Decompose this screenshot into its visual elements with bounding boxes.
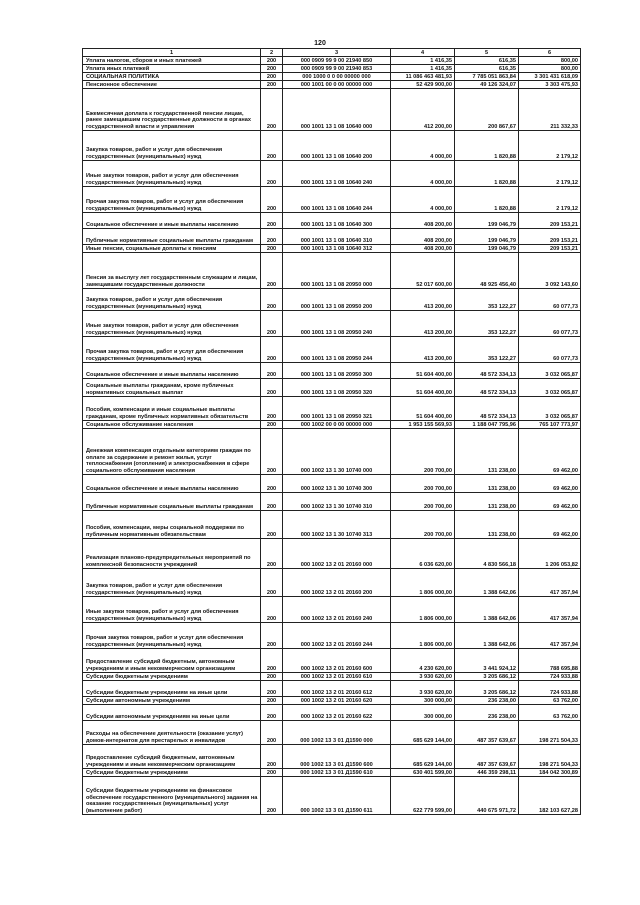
row-executed-amount: 48 572 334,13 (455, 379, 519, 397)
row-executed-amount: 1 820,88 (455, 187, 519, 213)
table-row (83, 745, 581, 769)
header-cell-1: 1 (83, 49, 261, 57)
page-number: 120 (314, 40, 326, 47)
row-name: Пенсионное обеспечение (83, 81, 261, 89)
row-department-code: 200 (261, 777, 283, 815)
row-approved-amount: 630 401 599,00 (391, 769, 455, 777)
table-row (83, 397, 581, 421)
row-remaining-amount: 765 107 773,97 (519, 421, 581, 429)
row-executed-amount: 236 238,00 (455, 705, 519, 721)
row-classification-code: 000 1002 13 2 01 20160 600 (283, 649, 391, 673)
row-remaining-amount: 2 179,12 (519, 187, 581, 213)
row-executed-amount: 1 188 047 795,96 (455, 421, 519, 429)
row-remaining-amount: 184 042 300,89 (519, 769, 581, 777)
row-department-code: 200 (261, 187, 283, 213)
row-department-code: 200 (261, 475, 283, 493)
row-approved-amount: 4 000,00 (391, 161, 455, 187)
row-remaining-amount: 3 032 065,87 (519, 379, 581, 397)
table-row (83, 213, 581, 229)
table-row (83, 597, 581, 623)
row-classification-code: 000 1002 00 0 00 00000 000 (283, 421, 391, 429)
row-executed-amount: 200 867,67 (455, 89, 519, 131)
row-classification-code: 000 1002 13 3 01 Д1590 000 (283, 721, 391, 745)
budget-sheet (82, 48, 580, 815)
row-department-code: 200 (261, 623, 283, 649)
table-row (83, 421, 581, 429)
row-approved-amount: 1 806 000,00 (391, 623, 455, 649)
row-classification-code: 000 0909 99 9 00 21940 850 (283, 57, 391, 65)
row-department-code: 200 (261, 681, 283, 697)
row-classification-code: 000 1001 13 1 08 10640 310 (283, 229, 391, 245)
row-classification-code: 000 1001 13 1 08 20950 321 (283, 397, 391, 421)
row-approved-amount: 4 000,00 (391, 187, 455, 213)
row-classification-code: 000 1000 0 0 00 00000 000 (283, 73, 391, 81)
header-row (83, 49, 581, 57)
row-executed-amount: 487 357 639,67 (455, 745, 519, 769)
row-approved-amount: 1 416,35 (391, 57, 455, 65)
table-row (83, 289, 581, 311)
row-department-code: 200 (261, 511, 283, 539)
row-department-code: 200 (261, 539, 283, 569)
row-name: Субсидии бюджетным учреждениям (83, 769, 261, 777)
row-approved-amount: 622 779 599,00 (391, 777, 455, 815)
table-row (83, 65, 581, 73)
row-name: Иные пенсии, социальные доплаты к пенсиям (83, 245, 261, 253)
row-name: Уплата иных платежей (83, 65, 261, 73)
row-remaining-amount: 63 762,00 (519, 705, 581, 721)
row-executed-amount: 131 238,00 (455, 429, 519, 475)
row-name: Ежемесячная доплата к государственной пенсии лицам, ранее замещавшим государственные должности в органах государственной власти и управления (83, 89, 261, 131)
row-classification-code: 000 1002 13 3 01 Д1590 600 (283, 745, 391, 769)
row-remaining-amount: 69 462,00 (519, 511, 581, 539)
row-department-code: 200 (261, 421, 283, 429)
row-executed-amount: 616,35 (455, 57, 519, 65)
row-remaining-amount: 198 271 504,33 (519, 721, 581, 745)
row-name: Прочая закупка товаров, работ и услуг для обеспечения государственных (муниципальных) нужд (83, 187, 261, 213)
row-classification-code: 000 1002 13 1 30 10740 000 (283, 429, 391, 475)
row-executed-amount: 48 925 456,40 (455, 253, 519, 289)
row-approved-amount: 51 604 400,00 (391, 379, 455, 397)
row-classification-code: 000 1001 13 1 08 20950 244 (283, 337, 391, 363)
row-name: Субсидии бюджетным учреждениям на финансовое обеспечение государственного (муниципального) задания на оказание государственных (муниципальных) услуг (выполнение работ) (83, 777, 261, 815)
row-department-code: 200 (261, 363, 283, 379)
row-name: Закупка товаров, работ и услуг для обеспечения государственных (муниципальных) нужд (83, 569, 261, 597)
row-approved-amount: 685 629 144,00 (391, 745, 455, 769)
row-classification-code: 000 1001 13 1 08 20950 240 (283, 311, 391, 337)
row-classification-code: 000 1002 13 2 01 20160 610 (283, 673, 391, 681)
row-name: Расходы на обеспечение деятельности (оказание услуг) домов-интернатов для престарелых и инвалидов (83, 721, 261, 745)
row-remaining-amount: 788 695,88 (519, 649, 581, 673)
row-department-code: 200 (261, 73, 283, 81)
row-approved-amount: 412 200,00 (391, 89, 455, 131)
row-executed-amount: 199 046,79 (455, 245, 519, 253)
row-approved-amount: 11 086 463 481,93 (391, 73, 455, 81)
row-classification-code: 000 1001 13 1 08 20950 200 (283, 289, 391, 311)
row-department-code: 200 (261, 229, 283, 245)
row-executed-amount: 7 785 051 863,84 (455, 73, 519, 81)
row-name: Пособия, компенсации, меры социальной поддержки по публичным нормативным обязательствам (83, 511, 261, 539)
row-classification-code: 000 1001 13 1 08 10640 000 (283, 89, 391, 131)
row-name: Субсидии бюджетным учреждениям (83, 673, 261, 681)
row-remaining-amount: 3 032 065,87 (519, 363, 581, 379)
row-approved-amount: 4 230 620,00 (391, 649, 455, 673)
row-approved-amount: 3 930 620,00 (391, 681, 455, 697)
row-executed-amount: 446 359 298,11 (455, 769, 519, 777)
row-classification-code: 000 1001 13 1 08 20950 300 (283, 363, 391, 379)
table-row (83, 57, 581, 65)
row-department-code: 200 (261, 311, 283, 337)
table-row (83, 475, 581, 493)
row-name: Денежная компенсация отдельным категориям граждан по оплате за содержание и ремонт жилья, услуг теплоснабжения (отопления) и электроснабжения в сфере социального обслуживания населения (83, 429, 261, 475)
table-row (83, 245, 581, 253)
table-row (83, 649, 581, 673)
table-row (83, 777, 581, 815)
row-department-code: 200 (261, 213, 283, 229)
row-remaining-amount: 60 077,73 (519, 289, 581, 311)
table-row (83, 511, 581, 539)
table-row (83, 429, 581, 475)
row-executed-amount: 353 122,27 (455, 337, 519, 363)
row-executed-amount: 440 675 971,72 (455, 777, 519, 815)
table-row (83, 673, 581, 681)
row-classification-code: 000 1002 13 2 01 20160 620 (283, 697, 391, 705)
table-row (83, 721, 581, 745)
header-cell-4: 4 (391, 49, 455, 57)
budget-table (82, 48, 581, 815)
table-row (83, 363, 581, 379)
row-executed-amount: 353 122,27 (455, 289, 519, 311)
row-executed-amount: 131 238,00 (455, 475, 519, 493)
row-name: Иные закупки товаров, работ и услуг для обеспечения государственных (муниципальных) нужд (83, 161, 261, 187)
row-executed-amount: 1 388 642,06 (455, 569, 519, 597)
row-department-code: 200 (261, 161, 283, 187)
row-remaining-amount: 3 301 431 618,09 (519, 73, 581, 81)
row-name: Прочая закупка товаров, работ и услуг для обеспечения государственных (муниципальных) нужд (83, 623, 261, 649)
row-approved-amount: 51 604 400,00 (391, 397, 455, 421)
row-remaining-amount: 800,00 (519, 65, 581, 73)
table-row (83, 131, 581, 161)
row-remaining-amount: 69 462,00 (519, 493, 581, 511)
row-name: Уплата налогов, сборов и иных платежей (83, 57, 261, 65)
table-row (83, 81, 581, 89)
row-executed-amount: 4 830 566,18 (455, 539, 519, 569)
row-approved-amount: 51 604 400,00 (391, 363, 455, 379)
row-remaining-amount: 417 357,94 (519, 569, 581, 597)
table-row (83, 379, 581, 397)
row-name: Пособия, компенсации и иные социальные выплаты гражданам, кроме публичных нормативных обязательств (83, 397, 261, 421)
row-executed-amount: 3 441 924,12 (455, 649, 519, 673)
row-name: Социальное обеспечение и иные выплаты населению (83, 213, 261, 229)
row-remaining-amount: 417 357,94 (519, 623, 581, 649)
row-approved-amount: 52 017 600,00 (391, 253, 455, 289)
row-name: Закупка товаров, работ и услуг для обеспечения государственных (муниципальных) нужд (83, 131, 261, 161)
row-classification-code: 000 1002 13 2 01 20160 244 (283, 623, 391, 649)
row-classification-code: 000 1001 13 1 08 20950 320 (283, 379, 391, 397)
table-body (83, 57, 581, 815)
row-approved-amount: 1 806 000,00 (391, 569, 455, 597)
row-department-code: 200 (261, 493, 283, 511)
row-approved-amount: 408 200,00 (391, 213, 455, 229)
row-executed-amount: 199 046,79 (455, 213, 519, 229)
row-department-code: 200 (261, 721, 283, 745)
row-name: Закупка товаров, работ и услуг для обеспечения государственных (муниципальных) нужд (83, 289, 261, 311)
row-approved-amount: 6 036 620,00 (391, 539, 455, 569)
row-executed-amount: 1 820,88 (455, 131, 519, 161)
table-row (83, 539, 581, 569)
row-executed-amount: 616,35 (455, 65, 519, 73)
table-row (83, 623, 581, 649)
row-remaining-amount: 3 032 065,87 (519, 397, 581, 421)
row-classification-code: 000 1002 13 2 01 20160 200 (283, 569, 391, 597)
table-row (83, 337, 581, 363)
row-department-code: 200 (261, 379, 283, 397)
row-name: Пенсия за выслугу лет государственным служащим и лицам, замещавшим государственные должности (83, 253, 261, 289)
row-executed-amount: 49 126 324,07 (455, 81, 519, 89)
header-cell-5: 5 (455, 49, 519, 57)
row-name: Публичные нормативные социальные выплаты гражданам (83, 493, 261, 511)
row-department-code: 200 (261, 745, 283, 769)
row-approved-amount: 200 700,00 (391, 475, 455, 493)
row-approved-amount: 685 629 144,00 (391, 721, 455, 745)
row-executed-amount: 236 238,00 (455, 697, 519, 705)
row-remaining-amount: 800,00 (519, 57, 581, 65)
row-name: Субсидии автономным учреждениям (83, 697, 261, 705)
row-remaining-amount: 182 103 627,28 (519, 777, 581, 815)
row-remaining-amount: 2 179,12 (519, 131, 581, 161)
row-executed-amount: 1 388 642,06 (455, 623, 519, 649)
row-classification-code: 000 1002 13 1 30 10740 310 (283, 493, 391, 511)
row-department-code: 200 (261, 289, 283, 311)
row-remaining-amount: 69 462,00 (519, 429, 581, 475)
header-cell-6: 6 (519, 49, 581, 57)
row-executed-amount: 131 238,00 (455, 493, 519, 511)
table-row (83, 73, 581, 81)
row-remaining-amount: 3 303 475,93 (519, 81, 581, 89)
row-department-code: 200 (261, 673, 283, 681)
row-approved-amount: 408 200,00 (391, 245, 455, 253)
row-department-code: 200 (261, 131, 283, 161)
row-department-code: 200 (261, 245, 283, 253)
row-department-code: 200 (261, 429, 283, 475)
row-approved-amount: 3 930 620,00 (391, 673, 455, 681)
row-department-code: 200 (261, 769, 283, 777)
row-classification-code: 000 1001 13 1 08 20950 000 (283, 253, 391, 289)
row-executed-amount: 353 122,27 (455, 311, 519, 337)
row-classification-code: 000 0909 99 9 00 21940 853 (283, 65, 391, 73)
row-executed-amount: 1 388 642,06 (455, 597, 519, 623)
row-remaining-amount: 63 762,00 (519, 697, 581, 705)
row-remaining-amount: 60 077,73 (519, 337, 581, 363)
row-department-code: 200 (261, 65, 283, 73)
row-department-code: 200 (261, 89, 283, 131)
table-row (83, 697, 581, 705)
header-cell-3: 3 (283, 49, 391, 57)
row-remaining-amount: 417 357,94 (519, 597, 581, 623)
row-name: Субсидии бюджетным учреждениям на иные цели (83, 681, 261, 697)
table-row (83, 311, 581, 337)
row-name: Социальное обеспечение и иные выплаты населению (83, 363, 261, 379)
row-remaining-amount: 209 153,21 (519, 245, 581, 253)
row-classification-code: 000 1001 13 1 08 10640 300 (283, 213, 391, 229)
table-row (83, 161, 581, 187)
row-classification-code: 000 1001 13 1 08 10640 312 (283, 245, 391, 253)
row-name: Иные закупки товаров, работ и услуг для обеспечения государственных (муниципальных) нужд (83, 597, 261, 623)
row-department-code: 200 (261, 569, 283, 597)
row-name: Публичные нормативные социальные выплаты гражданам (83, 229, 261, 245)
row-approved-amount: 52 429 900,00 (391, 81, 455, 89)
row-name: СОЦИАЛЬНАЯ ПОЛИТИКА (83, 73, 261, 81)
table-row (83, 229, 581, 245)
row-executed-amount: 3 205 686,12 (455, 681, 519, 697)
row-executed-amount: 3 205 686,12 (455, 673, 519, 681)
row-remaining-amount: 60 077,73 (519, 311, 581, 337)
row-approved-amount: 300 000,00 (391, 697, 455, 705)
row-name: Социальное обслуживание населения (83, 421, 261, 429)
table-row (83, 493, 581, 511)
row-approved-amount: 200 700,00 (391, 493, 455, 511)
row-approved-amount: 200 700,00 (391, 429, 455, 475)
row-executed-amount: 199 046,79 (455, 229, 519, 245)
row-name: Социальные выплаты гражданам, кроме публичных нормативных социальных выплат (83, 379, 261, 397)
row-executed-amount: 1 820,88 (455, 161, 519, 187)
row-remaining-amount: 2 179,12 (519, 161, 581, 187)
row-department-code: 200 (261, 649, 283, 673)
row-approved-amount: 1 806 000,00 (391, 597, 455, 623)
row-approved-amount: 413 200,00 (391, 337, 455, 363)
table-row (83, 253, 581, 289)
row-approved-amount: 4 000,00 (391, 131, 455, 161)
row-classification-code: 000 1002 13 2 01 20160 612 (283, 681, 391, 697)
row-classification-code: 000 1002 13 3 01 Д1590 611 (283, 777, 391, 815)
row-name: Предоставление субсидий бюджетным, автономным учреждениям и иным некоммерческим организациям (83, 649, 261, 673)
row-classification-code: 000 1001 13 1 08 10640 244 (283, 187, 391, 213)
row-remaining-amount: 209 153,21 (519, 213, 581, 229)
row-name: Субсидии автономным учреждениям на иные цели (83, 705, 261, 721)
row-approved-amount: 300 000,00 (391, 705, 455, 721)
row-name: Прочая закупка товаров, работ и услуг для обеспечения государственных (муниципальных) нужд (83, 337, 261, 363)
row-remaining-amount: 198 271 504,33 (519, 745, 581, 769)
row-name: Предоставление субсидий бюджетным, автономным учреждениям и иным некоммерческим организациям (83, 745, 261, 769)
row-classification-code: 000 1001 00 0 00 00000 000 (283, 81, 391, 89)
row-classification-code: 000 1002 13 1 30 10740 300 (283, 475, 391, 493)
row-classification-code: 000 1002 13 1 30 10740 313 (283, 511, 391, 539)
row-classification-code: 000 1001 13 1 08 10640 200 (283, 131, 391, 161)
row-classification-code: 000 1002 13 3 01 Д1590 610 (283, 769, 391, 777)
row-department-code: 200 (261, 397, 283, 421)
row-department-code: 200 (261, 705, 283, 721)
row-classification-code: 000 1002 13 2 01 20160 622 (283, 705, 391, 721)
row-approved-amount: 413 200,00 (391, 311, 455, 337)
table-row (83, 89, 581, 131)
row-remaining-amount: 724 933,88 (519, 681, 581, 697)
row-executed-amount: 48 572 334,13 (455, 397, 519, 421)
row-approved-amount: 413 200,00 (391, 289, 455, 311)
row-name: Иные закупки товаров, работ и услуг для обеспечения государственных (муниципальных) нужд (83, 311, 261, 337)
row-executed-amount: 487 357 639,67 (455, 721, 519, 745)
row-remaining-amount: 1 206 053,82 (519, 539, 581, 569)
row-approved-amount: 200 700,00 (391, 511, 455, 539)
row-department-code: 200 (261, 253, 283, 289)
row-department-code: 200 (261, 57, 283, 65)
row-approved-amount: 408 200,00 (391, 229, 455, 245)
table-row (83, 705, 581, 721)
header-cell-2: 2 (261, 49, 283, 57)
row-approved-amount: 1 953 155 569,93 (391, 421, 455, 429)
row-remaining-amount: 3 092 143,60 (519, 253, 581, 289)
row-approved-amount: 1 416,35 (391, 65, 455, 73)
row-executed-amount: 48 572 334,13 (455, 363, 519, 379)
row-classification-code: 000 1001 13 1 08 10640 240 (283, 161, 391, 187)
row-department-code: 200 (261, 81, 283, 89)
table-row (83, 681, 581, 697)
row-remaining-amount: 211 332,33 (519, 89, 581, 131)
row-remaining-amount: 209 153,21 (519, 229, 581, 245)
row-remaining-amount: 69 462,00 (519, 475, 581, 493)
row-classification-code: 000 1002 13 2 01 20160 000 (283, 539, 391, 569)
row-department-code: 200 (261, 697, 283, 705)
row-department-code: 200 (261, 597, 283, 623)
table-row (83, 187, 581, 213)
row-department-code: 200 (261, 337, 283, 363)
row-executed-amount: 131 238,00 (455, 511, 519, 539)
table-row (83, 569, 581, 597)
row-remaining-amount: 724 933,88 (519, 673, 581, 681)
row-name: Реализация планово-предупредительных мероприятий по комплексной безопасности учреждений (83, 539, 261, 569)
row-classification-code: 000 1002 13 2 01 20160 240 (283, 597, 391, 623)
row-name: Социальное обеспечение и иные выплаты населению (83, 475, 261, 493)
table-row (83, 769, 581, 777)
